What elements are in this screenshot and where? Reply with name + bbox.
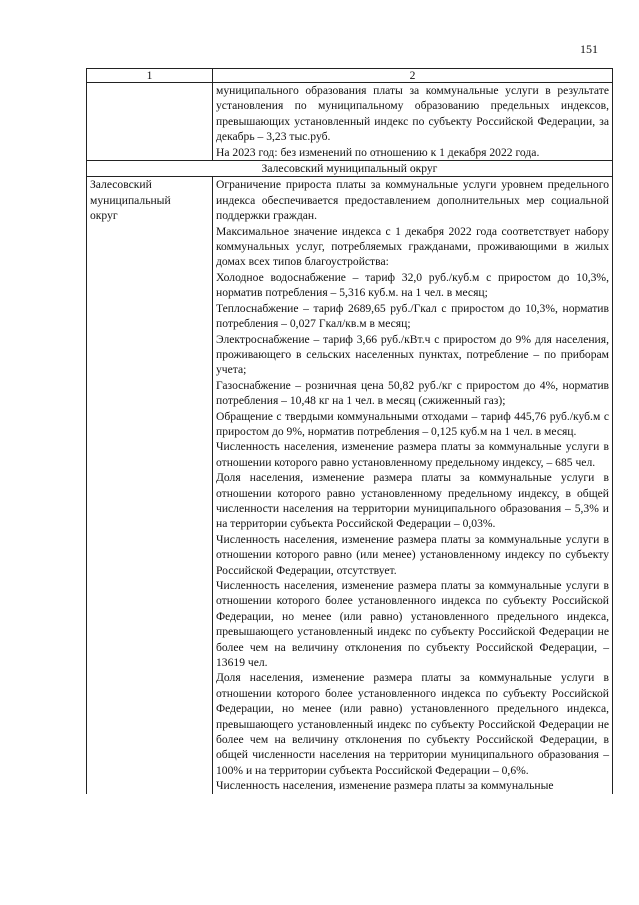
paragraph: Доля населения, изменение размера платы за коммунальные услуги в отношении которого более установленного индекса по субъекту Российской Федерации, но менее (или равно) установленного предельного индекса, превышающего установленный индекс по субъекту Российской Федерации не более чем на величину отклонения по субъекту Российской Федерации, в общей численности населения на территории муниципального образования – 100% и на территории субъекта Российской Федерации – 0,6%. bbox=[216, 671, 609, 777]
paragraph: Численность населения, изменение размера платы за коммунальные услуги в отношении которого равно установленному предельному индексу, – 685 чел. bbox=[216, 440, 609, 469]
table-header-row bbox=[87, 69, 613, 83]
paragraph: Теплоснабжение – тариф 2689,65 руб./Гкал с приростом до 10,3%, норматив потребления – 0,027 Гкал/кв.м в месяц; bbox=[216, 301, 609, 331]
row-content bbox=[213, 177, 613, 794]
row-label: Залесовский муниципальный округ bbox=[87, 177, 213, 794]
paragraph: Холодное водоснабжение – тариф 32,0 руб./куб.м с приростом до 10,3%, норматив потребления – 5,316 куб.м. на 1 чел. в месяц; bbox=[216, 270, 609, 300]
paragraph: Газоснабжение – розничная цена 50,82 руб./кг с приростом до 4%, норматив потребления – 10,48 кг на 1 чел. в месяц (сжиженный газ); bbox=[216, 378, 609, 408]
paragraph: Максимальное значение индекса с 1 декабря 2022 года соответствует набору коммунальных услуг, потребляемых гражданами, проживающими в жилых домах всех типов благоустройства: bbox=[216, 224, 609, 269]
document-table bbox=[86, 68, 613, 794]
paragraph: Численность населения, изменение размера платы за коммунальные bbox=[216, 779, 554, 793]
paragraph: Численность населения, изменение размера платы за коммунальные услуги в отношении которого более установленного индекса по субъекту Российской Федерации, но менее (или равно) установленного предельного индекса, превышающего установленный индекс по субъекту Российской Федерации не более чем на величину отклонения по субъекту Российской Федерации, – 13619 чел. bbox=[216, 579, 609, 670]
data-row bbox=[87, 177, 613, 794]
section-title-row bbox=[87, 161, 613, 177]
continuation-text-cell bbox=[213, 83, 613, 161]
paragraph: Обращение с твердыми коммунальными отходами – тариф 445,76 руб./куб.м с приростом до 9%, норматив потребления – 0,125 куб.м на 1 чел. в месяц. bbox=[216, 409, 609, 438]
continuation-paragraph: На 2023 год: без изменений по отношению к 1 декабря 2022 года. bbox=[216, 145, 540, 159]
section-title: Залесовский муниципальный округ bbox=[87, 161, 613, 177]
continuation-row bbox=[87, 83, 613, 161]
header-col-1: 1 bbox=[87, 69, 213, 83]
header-col-2: 2 bbox=[213, 69, 613, 83]
continuation-label-cell bbox=[87, 83, 213, 161]
paragraph: Численность населения, изменение размера платы за коммунальные услуги в отношении которого равно (или менее) установленному индексу по субъекту Российской Федерации, отсутствует. bbox=[216, 532, 609, 577]
paragraph: Ограничение прироста платы за коммунальные услуги уровнем предельного индекса обеспечивается предоставлением дополнительных мер социальной поддержки граждан. bbox=[216, 178, 609, 223]
page-number: 151 bbox=[580, 42, 598, 56]
continuation-paragraph: муниципального образования платы за коммунальные услуги в результате установления по муниципальному образованию предельных индексов, превышающих установленный индекс по субъекту Российской Федерации, за декабрь – 3,23 тыс.руб. bbox=[216, 84, 609, 144]
paragraph: Доля населения, изменение размера платы за коммунальные услуги в отношении которого равно установленному предельному индексу, в общей численности населения на территории муниципального образования – 5,3% и на территории субъекта Российской Федерации – 0,03%. bbox=[216, 471, 609, 531]
paragraph: Электроснабжение – тариф 3,66 руб./кВт.ч с приростом до 9% для населения, проживающего в сельских населенных пунктах, потребление – по приборам учета; bbox=[216, 332, 609, 377]
